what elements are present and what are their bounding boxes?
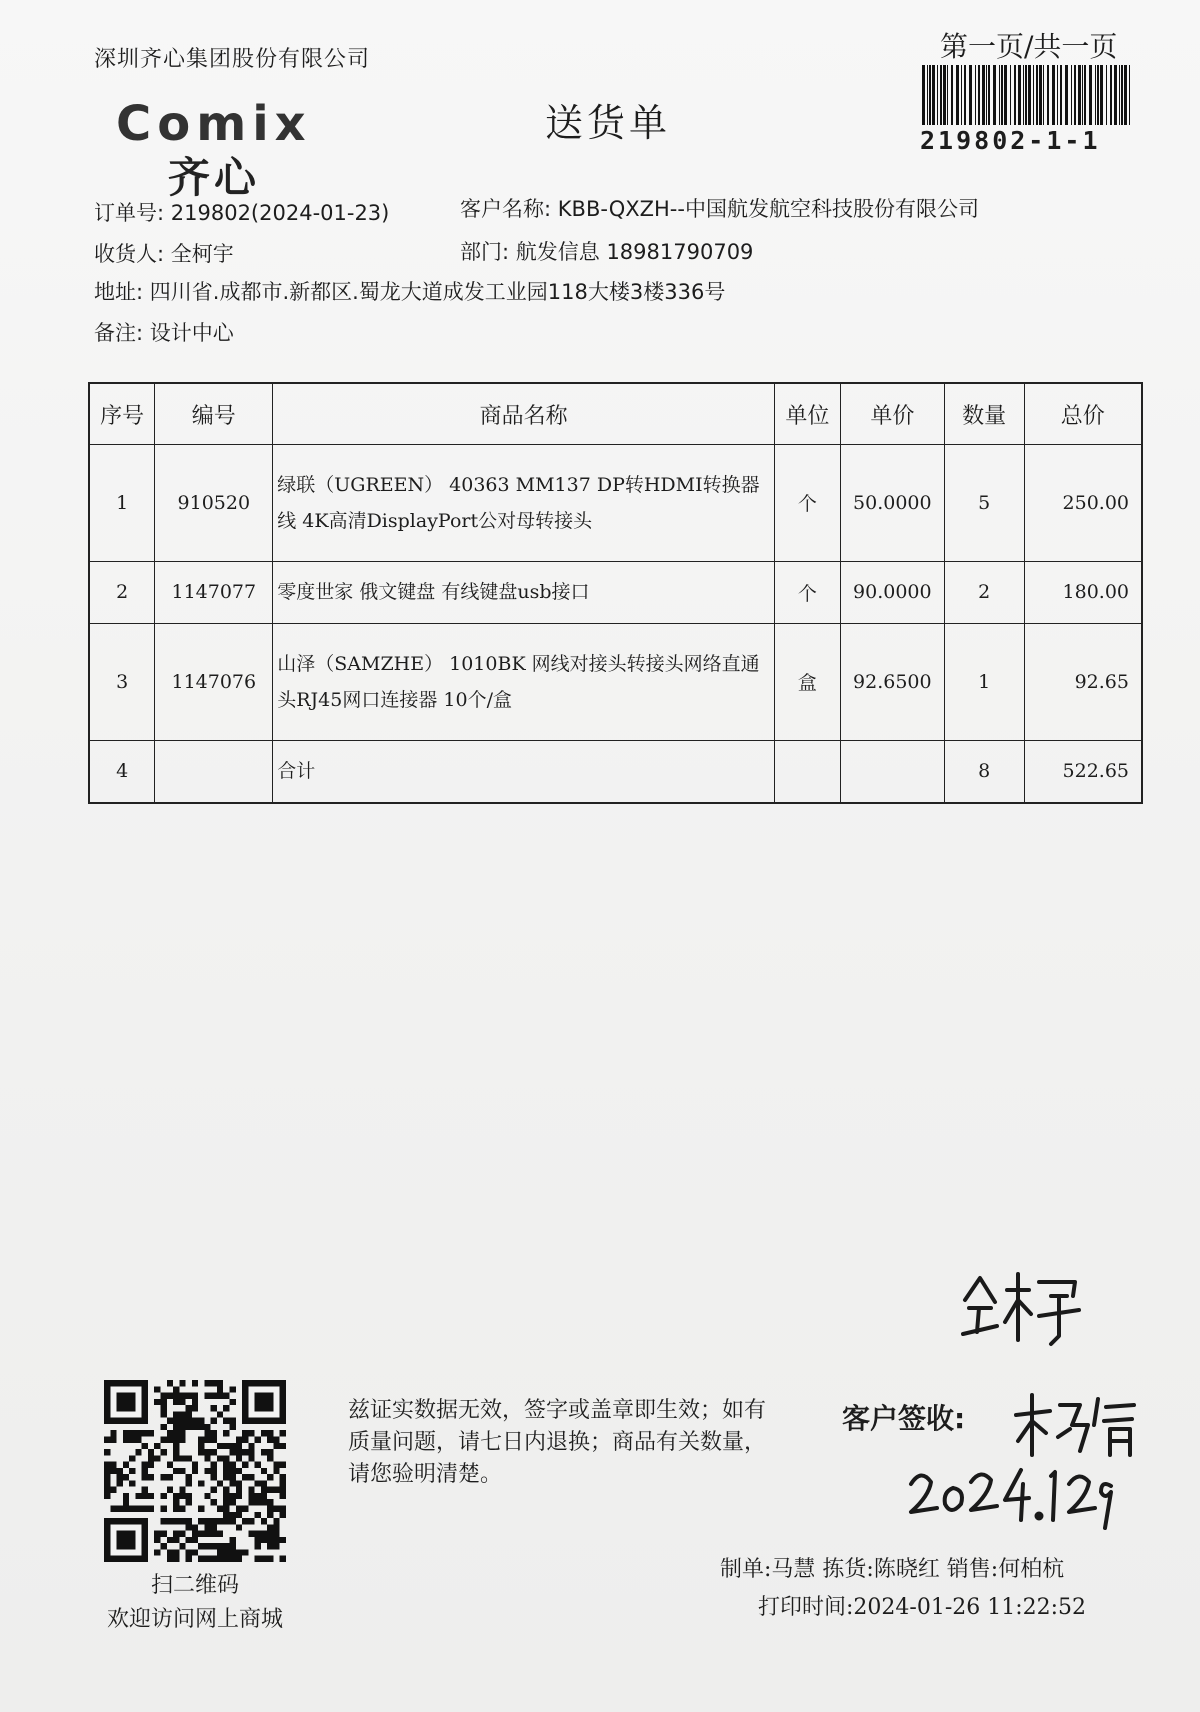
header-unit-price: 单价 [840,383,944,445]
header-code: 编号 [155,383,273,445]
receiver: 收货人: 全柯宇 [94,242,234,266]
cell-quantity: 2 [944,561,1024,623]
header-unit: 单位 [775,383,841,445]
company-name: 深圳齐心集团股份有限公司 [94,47,371,72]
print-time: 打印时间:2024-01-26 11:22:52 [758,1595,1087,1620]
customer-name: 客户名称: KBB-QXZH--中国航发航空科技股份有限公司 [460,197,979,221]
cell-unit: 个 [775,445,841,562]
cell-seq: 1 [89,445,155,562]
cell-unit: 盒 [775,623,841,740]
cell-product-name: 合计 [273,740,775,803]
barcode-icon [920,65,1135,125]
cell-unit-price: 50.0000 [840,445,944,562]
customer-sign-label: 客户签收: [842,1402,966,1435]
header-total: 总价 [1024,383,1142,445]
address: 地址: 四川省.成都市.新都区.蜀龙大道成发工业园118大楼3楼336号 [94,280,726,304]
cell-quantity: 1 [944,623,1024,740]
table-row [89,561,1142,623]
cell-unit [775,740,841,803]
comix-logo-en: Comix [116,96,312,152]
qr-code-icon [104,1380,286,1562]
cell-seq: 2 [89,561,155,623]
handwritten-date-icon [905,1462,1120,1532]
cell-total: 180.00 [1024,561,1142,623]
department: 部门: 航发信息 18981790709 [460,240,754,264]
cell-product-name: 绿联（UGREEN） 40363 MM137 DP转HDMI转换器线 4K高清DisplayPort公对母转接头 [273,445,775,562]
handwritten-signature-icon [955,1260,1085,1350]
cell-product-name: 零度世家 俄文键盘 有线键盘usb接口 [273,561,775,623]
cell-unit-price [840,740,944,803]
cell-product-name: 山泽（SAMZHE） 1010BK 网线对接头转接头网络直通头RJ45网口连接器 10个/盒 [273,623,775,740]
table-row [89,623,1142,740]
qr-caption-scan: 扫二维码 [150,1573,239,1598]
barcode-number: 219802-1-1 [920,126,1101,155]
cell-quantity: 8 [944,740,1024,803]
header-seq: 序号 [89,383,155,445]
comix-logo-cn: 齐心 [168,153,261,202]
items-table [88,382,1143,804]
cell-code: 1147076 [155,623,273,740]
cell-code: 1147077 [155,561,273,623]
table-row-total [89,740,1142,803]
table-header-row [89,383,1142,445]
cell-seq: 3 [89,623,155,740]
cell-code: 910520 [155,445,273,562]
cell-unit-price: 92.6500 [840,623,944,740]
document-title: 送货单 [545,101,672,145]
header-product-name: 商品名称 [273,383,775,445]
notice-text: 兹证实数据无效，签字或盖章即生效；如有质量问题，请七日内退换；商品有关数量，请您验明清楚。 [348,1398,767,1487]
cell-seq: 4 [89,740,155,803]
staff-info: 制单:马慧 拣货:陈晓红 销售:何柏杭 [720,1557,1065,1582]
cell-code [155,740,273,803]
table-row [89,445,1142,562]
cell-total: 92.65 [1024,623,1142,740]
cell-total: 250.00 [1024,445,1142,562]
cell-quantity: 5 [944,445,1024,562]
handwritten-signature-right-icon [1010,1385,1140,1460]
header-quantity: 数量 [944,383,1024,445]
cell-total: 522.65 [1024,740,1142,803]
cell-unit-price: 90.0000 [840,561,944,623]
page-indicator: 第一页/共一页 [940,30,1118,63]
order-number: 订单号: 219802(2024-01-23) [94,201,390,225]
qr-caption-mall: 欢迎访问网上商城 [106,1607,283,1632]
cell-unit: 个 [775,561,841,623]
remark: 备注: 设计中心 [94,321,234,345]
